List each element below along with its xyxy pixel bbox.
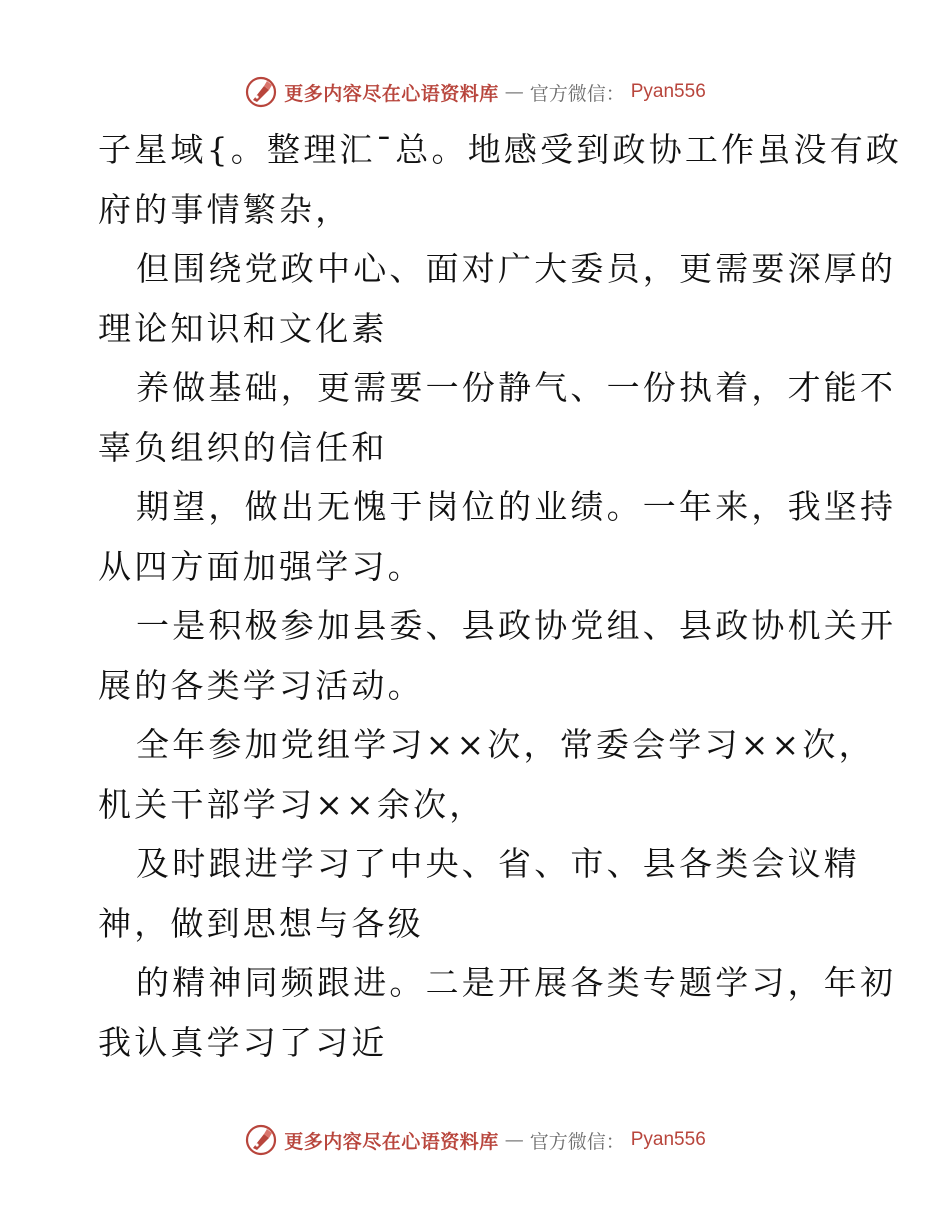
text-line: 子星域{。整理汇¯总。地感受到政协工作虽没有政 [98, 130, 903, 169]
text-line: 我认真学习了习近 [98, 1022, 388, 1062]
document-body [98, 120, 903, 1072]
watermark-account-id: Pyan556 [630, 1129, 706, 1150]
watermark-account-id: Pyan556 [630, 81, 706, 102]
text-line: 及时跟进学习了中央、省、市、县各类会议精 [136, 844, 860, 883]
pen-nib-circle-icon [244, 75, 278, 109]
text-line: 机关干部学习××余次， [98, 784, 486, 824]
text-line: 期望，做出无愧于岗位的业绩。一年来，我坚持 [136, 487, 897, 526]
watermark-separator: — [504, 1129, 524, 1151]
text-line: 府的事情繁杂， [98, 189, 352, 229]
text-line: 养做基础，更需要一份静气、一份执着，才能不 [136, 368, 897, 407]
watermark-official-label: 官方微信： [529, 1130, 625, 1153]
text-line: 全年参加党组学习××次，常委会学习××次， [136, 725, 875, 764]
text-line: 展的各类学习活动。 [98, 665, 424, 705]
pen-nib-circle-icon [244, 1123, 278, 1157]
header-watermark [0, 72, 950, 112]
text-line: 神，做到思想与各级 [98, 903, 424, 943]
watermark-separator: — [504, 81, 524, 103]
watermark-official-label: 官方微信： [529, 82, 625, 105]
text-line: 从四方面加强学习。 [98, 546, 424, 586]
text-line: 一是积极参加县委、县政协党组、县政协机关开 [136, 606, 897, 645]
text-line: 但围绕党政中心、面对广大委员，更需要深厚的 [136, 249, 897, 288]
watermark-main-text: 更多内容尽在心语资料库 [284, 82, 499, 105]
watermark-main-text: 更多内容尽在心语资料库 [284, 1130, 499, 1153]
text-line: 的精神同频跟进。二是开展各类专题学习，年初 [136, 963, 897, 1002]
text-line: 理论知识和文化素 [98, 308, 388, 348]
text-line: 辜负组织的信任和 [98, 427, 388, 467]
footer-watermark [0, 1120, 950, 1160]
